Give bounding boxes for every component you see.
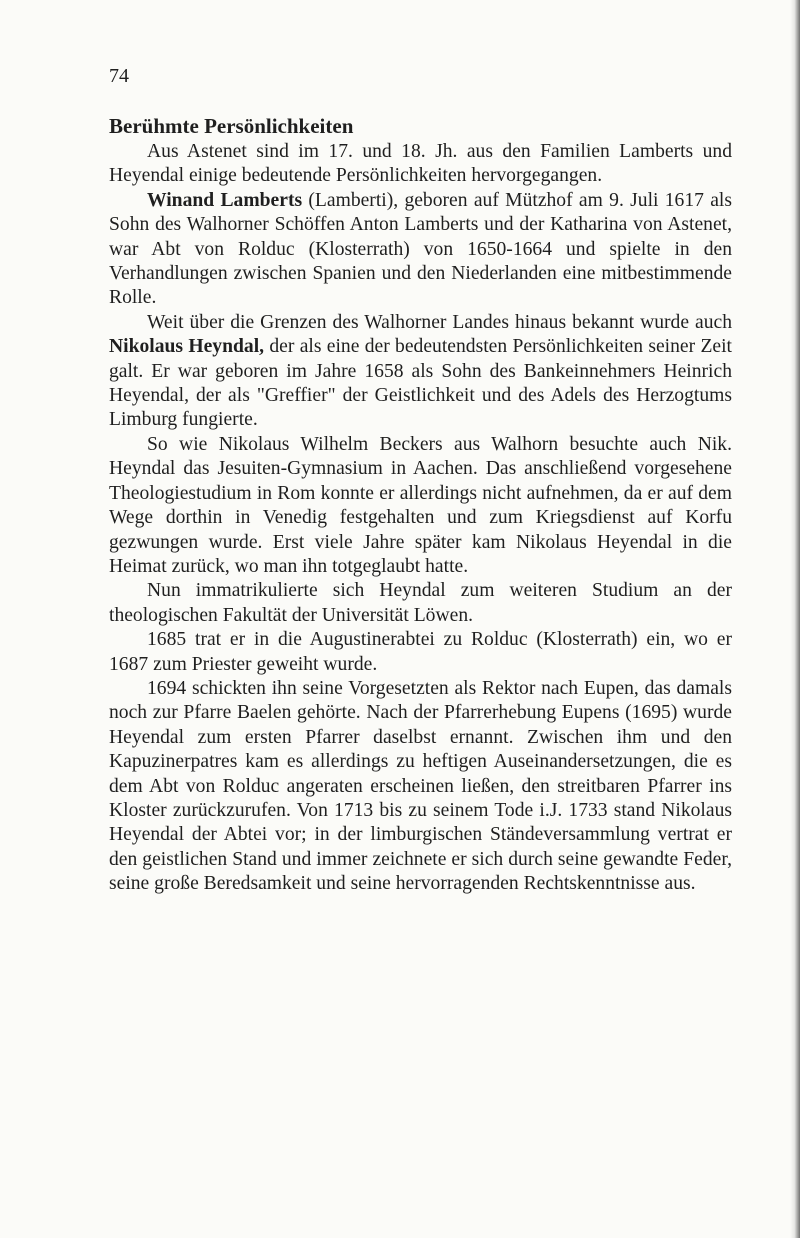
paragraph-2 <box>109 189 732 311</box>
paragraph-4 <box>109 433 732 579</box>
paragraph-text: So wie Nikolaus Wilhelm Beckers aus Walhorn besuchte auch Nik. Heyndal das Jesuiten-Gymnasium in Aachen. Das anschließend vorgesehene Theologiestudium in Rom konnte er allerdings nicht aufnehmen, da er auf dem Wege dorthin in Venedig festgehalten und zum Kriegsdienst auf Korfu gezwungen wurde. Erst viele Jahre später kam Nikolaus Heyendal in die Heimat zurück, wo man ihn totgeglaubt hatte. <box>109 433 732 577</box>
person-name-lamberts: Winand Lamberts <box>147 189 303 211</box>
paragraph-text: Aus Astenet sind im 17. und 18. Jh. aus den Familien Lamberts und Heyendal einige bedeutende Persönlichkeiten hervorgegangen. <box>109 141 732 187</box>
section-heading: Berühmte Persönlichkeiten <box>109 114 354 138</box>
paragraph-6 <box>109 628 732 677</box>
paragraph-text: 1685 trat er in die Augustinerabtei zu Rolduc (Klosterrath) ein, wo er 1687 zum Priester geweiht wurde. <box>109 629 732 675</box>
paragraph-text: 1694 schickten ihn seine Vorgesetzten als Rektor nach Eupen, das damals noch zur Pfarre Baelen gehörte. Nach der Pfarrerhebung Eupens (1695) wurde Heyendal zum ersten Pfarrer daselbst ernannt. Zwischen ihm und den Kapuzinerpatres kam es allerdings zu heftigen Auseinandersetzungen, die es dem Abt von Rolduc angeraten erscheinen ließen, den streitbaren Pfarrer ins Kloster zurückzurufen. Von 1713 bis zu seinem Tode i.J. 1733 stand Nikolaus Heyendal der Abtei vor; in der limburgischen Ständeversammlung vertrat er den geistlichen Stand und immer zeichnete er sich durch seine gewandte Feder, seine große Beredsamkeit und seine hervorragenden Rechtskenntnisse aus. <box>109 677 732 895</box>
paragraph-text: Nun immatrikulierte sich Heyndal zum weiteren Studium an der theologischen Fakultät der Universität Löwen. <box>109 580 732 626</box>
person-name-heyndal: Nikolaus Heyndal, <box>109 336 265 358</box>
paragraph-5 <box>109 579 732 628</box>
body-text <box>109 112 732 897</box>
paragraph-text: Weit über die Grenzen des Walhorner Landes hinaus bekannt wurde auch <box>147 311 732 333</box>
paragraph-1 <box>109 140 732 189</box>
paragraph-3 <box>109 311 732 433</box>
page-number: 74 <box>109 65 129 87</box>
page-edge-shadow <box>790 0 800 1238</box>
paragraph-text: (Lamberti), geboren auf Mützhof am 9. Juli 1617 als Sohn des Walhorner Schöffen Anton Lamberts und der Katharina von Astenet, war Abt von Rolduc (Klosterrath) von 1650-1664 und spielte in den Verhandlungen zwischen Spanien und den Niederlanden eine mitbestimmende Rolle. <box>109 189 732 309</box>
paragraph-text: der als eine der bedeutendsten Persönlichkeiten seiner Zeit galt. Er war geboren im Jahre 1658 als Sohn des Bankeinnehmers Heinrich Heyendal, der als "Greffier" der Geistlichkeit und des Adels des Herzogtums Limburg fungierte. <box>109 336 733 431</box>
paragraph-7 <box>109 677 732 897</box>
